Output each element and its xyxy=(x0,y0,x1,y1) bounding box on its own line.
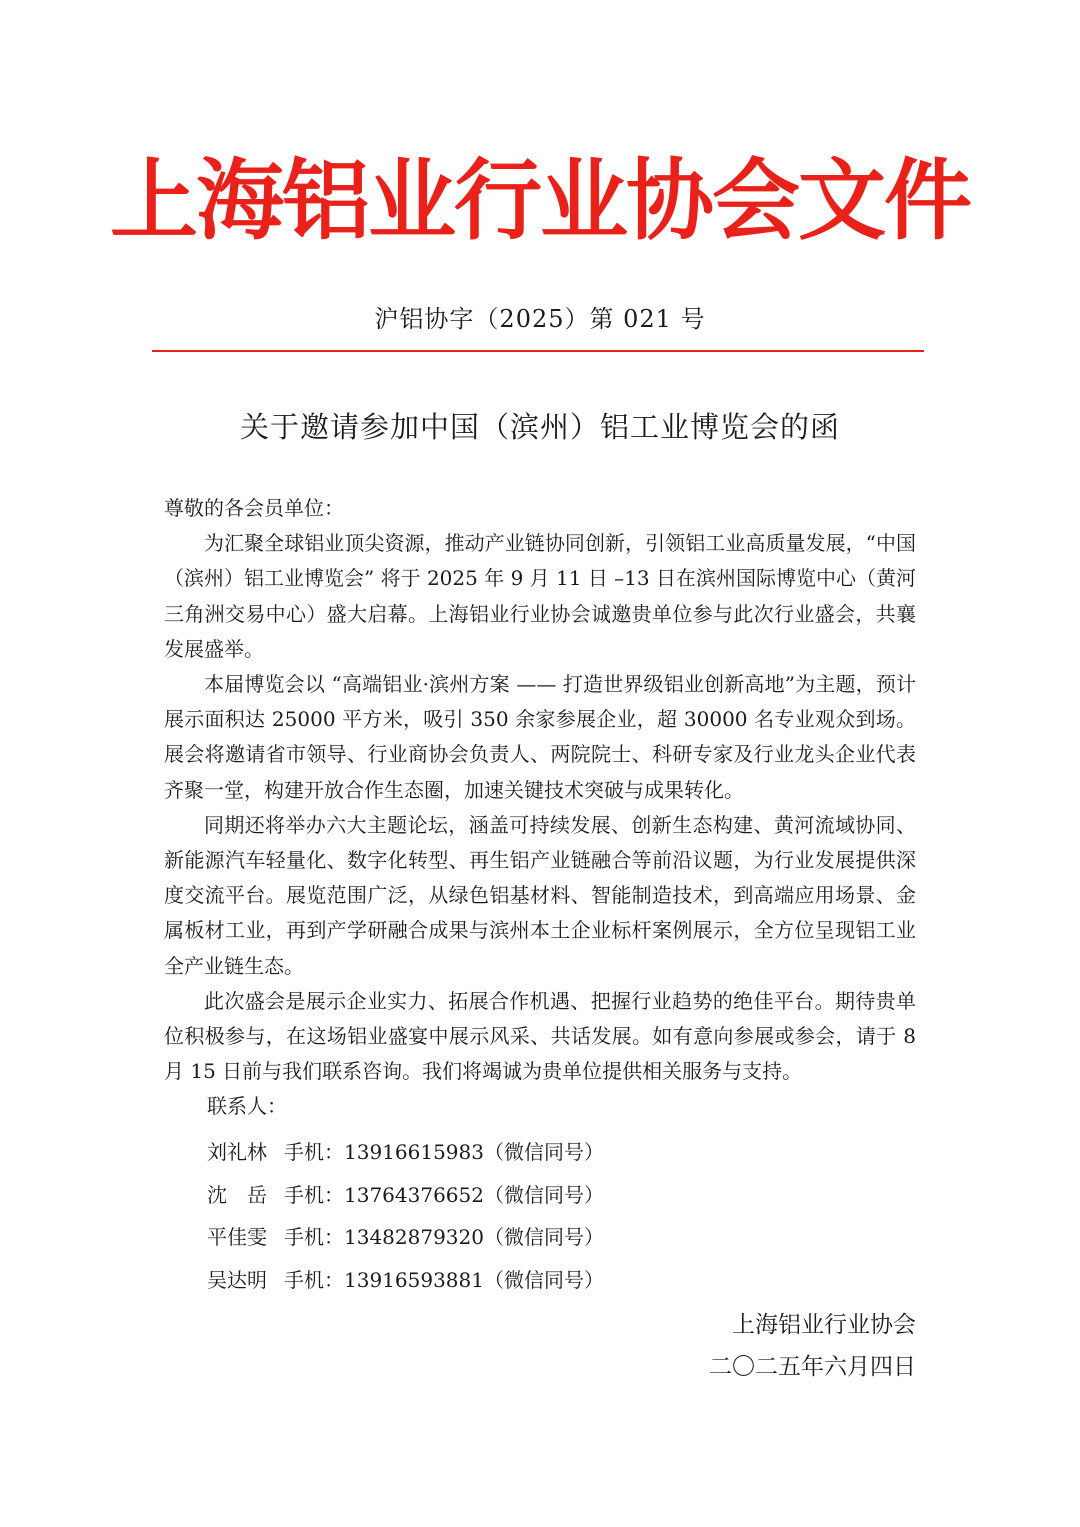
signature-date: 二〇二五年六月四日 xyxy=(709,1354,916,1380)
contact-row xyxy=(207,1219,604,1262)
contact-name: 吴达明 xyxy=(207,1267,267,1292)
document-title: 关于邀请参加中国（滨州）铝工业博览会的函 xyxy=(239,410,840,444)
contact-phone: 手机：13916593881（微信同号） xyxy=(284,1267,604,1292)
paragraph-2: 本届博览会以 “高端铝业·滨州方案 —— 打造世界级铝业创新高地”为主题，预计展示面积达 25000 平方米，吸引 350 余家参展企业，超 30000 名专业观众到场。展会将邀请省市领导、行业商协会负责人、两院院士、科研专家及行业龙头企业代表齐聚一堂，构建开放合作生态圈，加速关键技术突破与成果转化。 xyxy=(164,672,916,802)
contact-phone: 手机：13916615983（微信同号） xyxy=(284,1140,604,1164)
contact-name: 平佳雯 xyxy=(207,1225,267,1249)
contact-list xyxy=(207,1134,604,1304)
contact-name: 沈 岳 xyxy=(207,1182,267,1207)
contact-row xyxy=(207,1177,604,1220)
contact-phone: 手机：13482879320（微信同号） xyxy=(284,1225,604,1249)
contact-row xyxy=(207,1262,604,1305)
contact-name: 刘礼林 xyxy=(207,1140,267,1164)
contacts-label: 联系人： xyxy=(207,1094,287,1119)
letter-body xyxy=(164,491,916,1125)
paragraph-4: 此次盛会是展示企业实力、拓展合作机遇、把握行业趋势的绝佳平台。期待贵单位积极参与，在这场铝业盛宴中展示风采、共话发展。如有意向参展或参会，请于 8 月 15 日前与我们联系咨询。我们将竭诚为贵单位提供相关服务与支持。 xyxy=(164,988,916,1084)
paragraph-3: 同期还将举办六大主题论坛，涵盖可持续发展、创新生态构建、黄河流域协同、新能源汽车轻量化、数字化转型、再生铝产业链融合等前沿议题，为行业发展提供深度交流平台。展览范围广泛，从绿色铝基材料、智能制造技术，到高端应用场景、金属板材工业，再到产学研融合成果与滨州本土企业标杆案例展示，全方位呈现铝工业全产业链生态。 xyxy=(164,812,916,978)
document-number: 沪铝协字（2025）第 021 号 xyxy=(374,305,706,333)
paragraph-1: 为汇聚全球铝业顶尖资源，推动产业链协同创新，引领铝工业高质量发展，“中国（滨州）铝工业博览会” 将于 2025 年 9 月 11 日 –13 日在滨州国际博览中心（黄河三角洲交易中心）盛大启幕。上海铝业行业协会诚邀贵单位参与此次行业盛会，共襄发展盛举。 xyxy=(164,531,916,661)
signature-organization: 上海铝业行业协会 xyxy=(732,1312,916,1338)
signature-block xyxy=(709,1304,916,1388)
salutation: 尊敬的各会员单位： xyxy=(164,496,344,520)
masthead-title: 上海铝业行业协会文件 xyxy=(109,149,970,252)
header-divider xyxy=(152,350,924,352)
contact-phone: 手机：13764376652（微信同号） xyxy=(284,1182,604,1207)
contact-row xyxy=(207,1134,604,1177)
